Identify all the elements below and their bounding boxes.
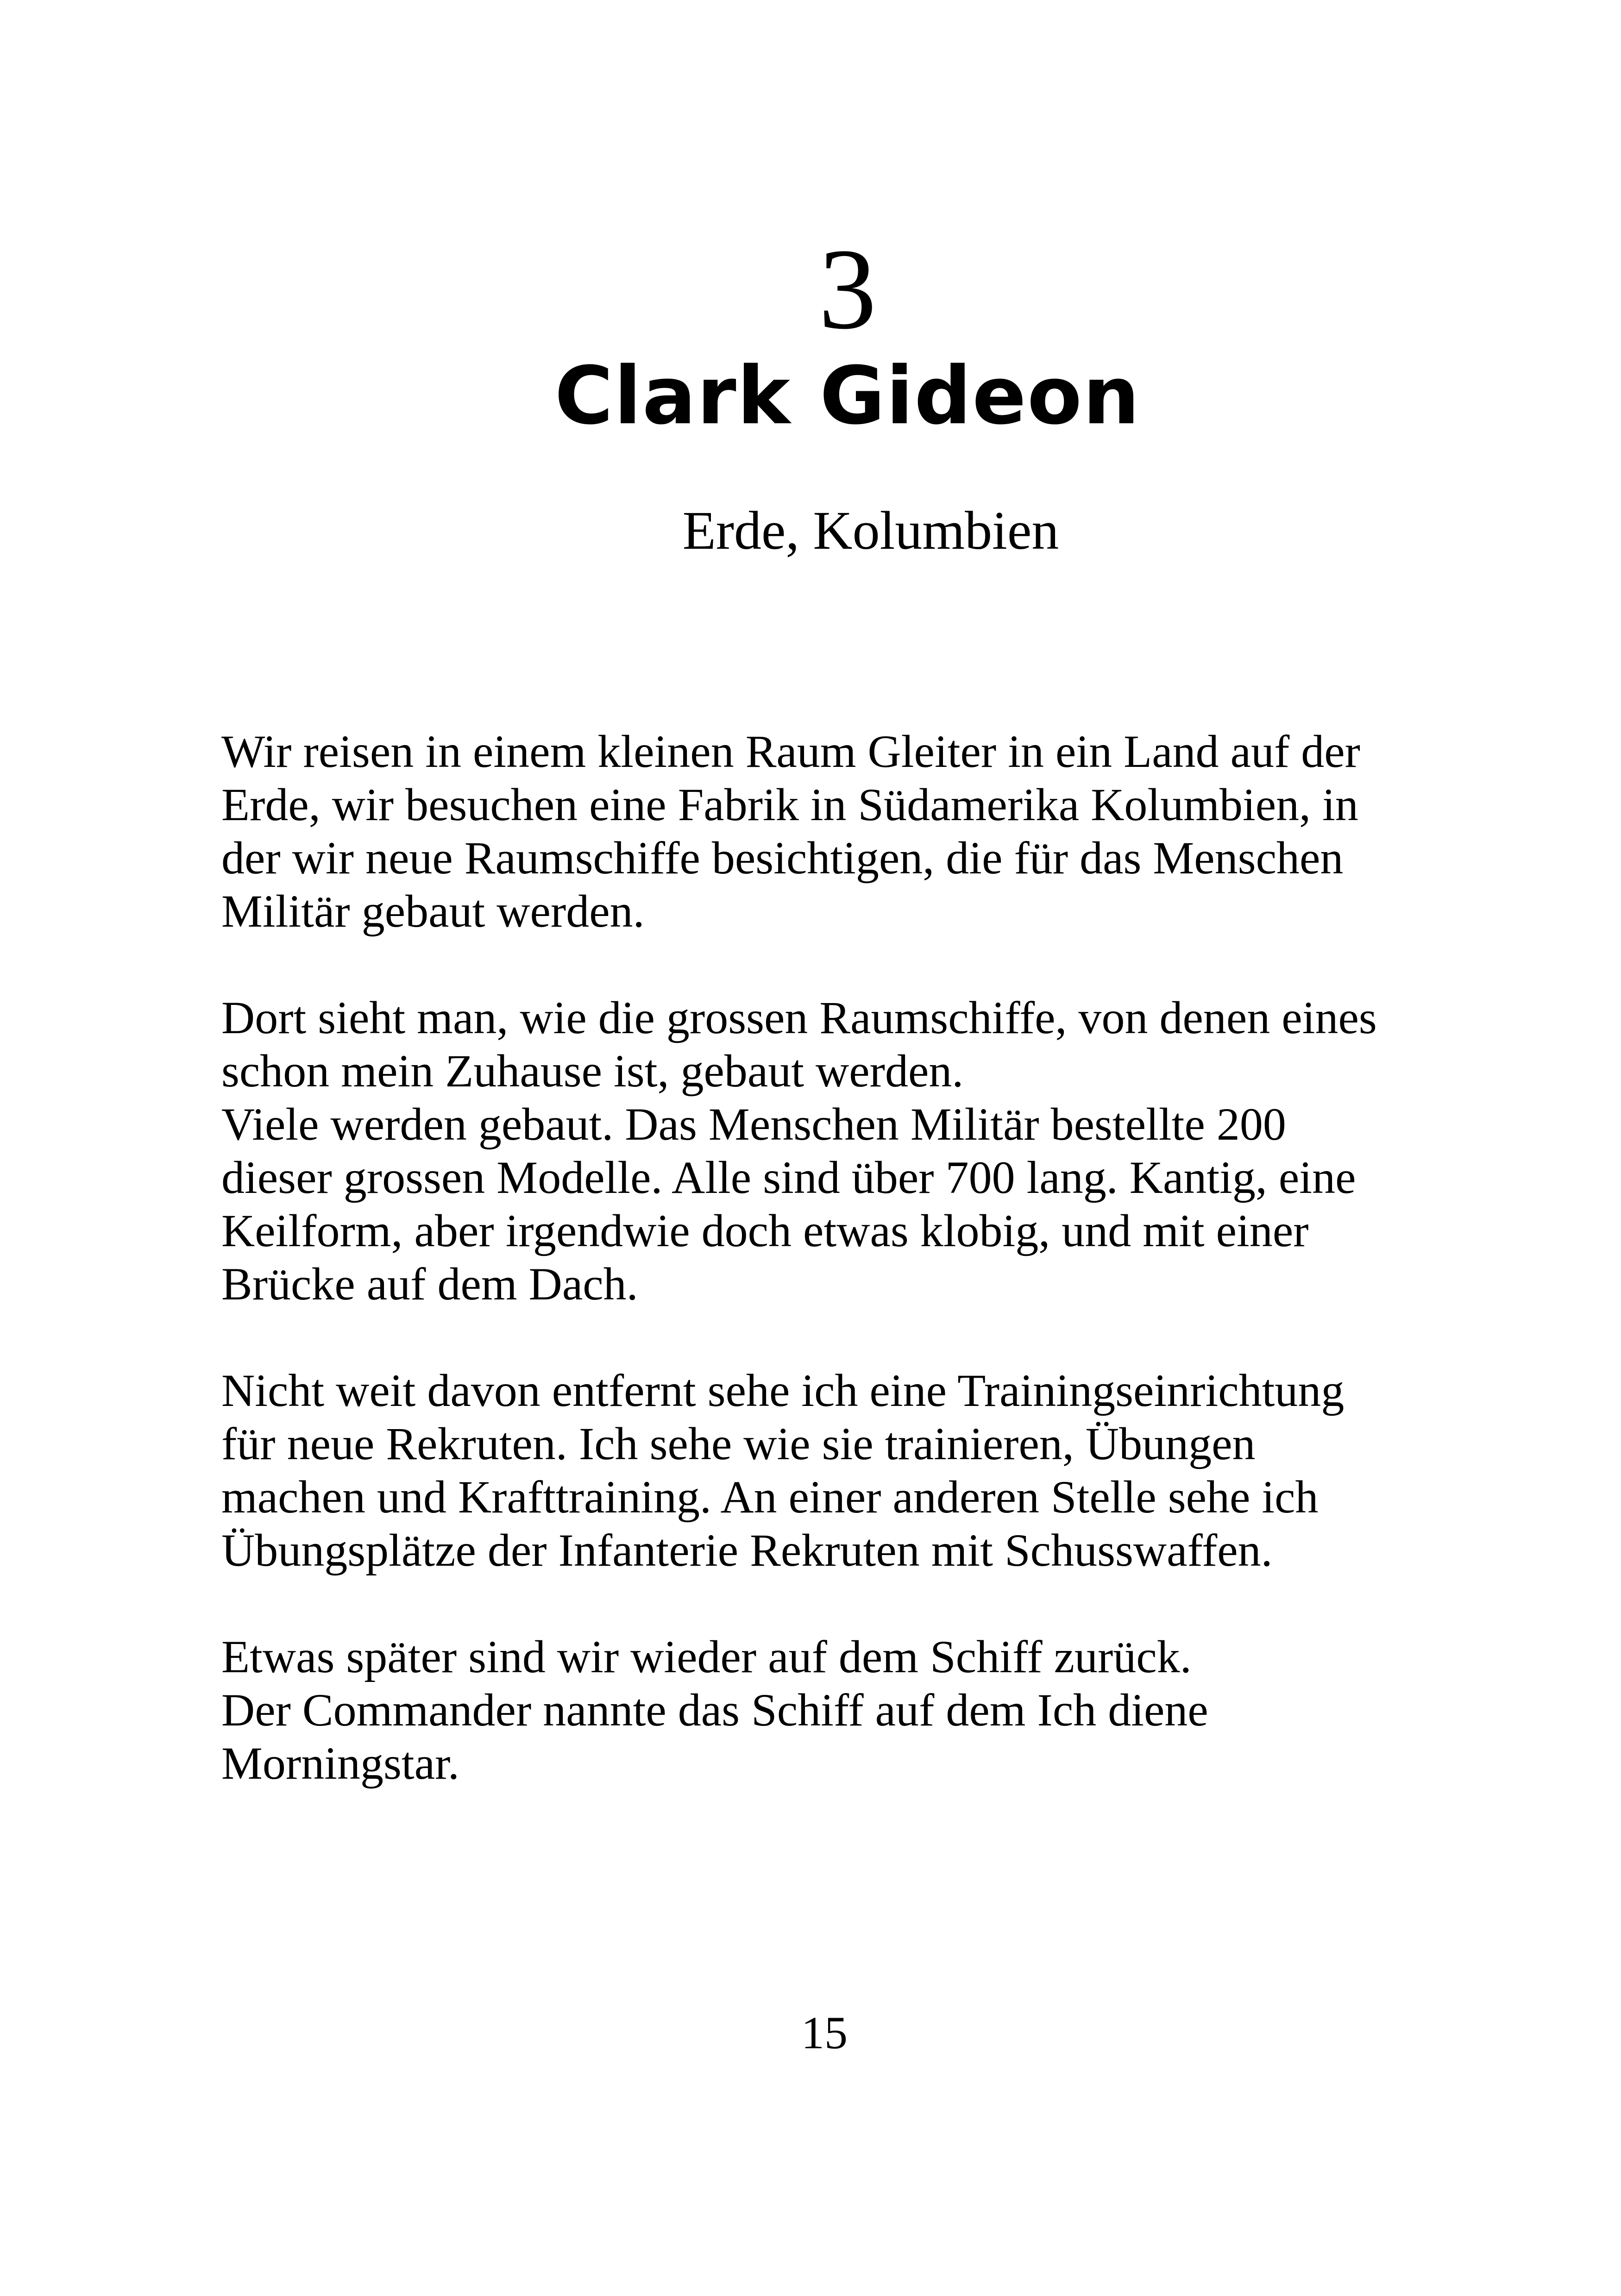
text-line: Morningstar.	[221, 1738, 459, 1789]
text-line: Viele werden gebaut. Das Menschen Militär bestellte 200	[221, 1098, 1286, 1150]
text-line: der wir neue Raumschiffe besichtigen, die für das Menschen	[221, 832, 1344, 884]
text-line: Brücke auf dem Dach.	[221, 1258, 638, 1310]
text-line: Militär gebaut werden.	[221, 885, 645, 937]
page-number: 15	[801, 2007, 848, 2058]
chapter-number: 3	[818, 225, 877, 353]
text-line: schon mein Zuhause ist, gebaut werden.	[221, 1045, 964, 1097]
text-line: Wir reisen in einem kleinen Raum Gleiter in ein Land auf der	[221, 726, 1360, 777]
text-line: Keilform, aber irgendwie doch etwas klobig, und mit einer	[221, 1205, 1309, 1256]
chapter-location: Erde, Kolumbien	[682, 500, 1059, 561]
paragraph	[221, 991, 1426, 1311]
text-line: Erde, wir besuchen eine Fabrik in Südamerika Kolumbien, in	[221, 779, 1358, 830]
chapter-title: Clark Gideon	[554, 349, 1141, 442]
text-line: dieser grossen Modelle. Alle sind über 700 lang. Kantig, eine	[221, 1152, 1356, 1203]
text-line: Übungsplätze der Infanterie Rekruten mit Schusswaffen.	[221, 1524, 1273, 1576]
text-line: machen und Krafttraining. An einer anderen Stelle sehe ich	[221, 1471, 1319, 1523]
text-line: Etwas später sind wir wieder auf dem Schiff zurück.	[221, 1631, 1192, 1682]
text-line: Nicht weit davon entfernt sehe ich eine Trainingseinrichtung	[221, 1365, 1345, 1416]
text-line: für neue Rekruten. Ich sehe wie sie trainieren, Übungen	[221, 1418, 1256, 1469]
paragraph	[221, 1364, 1426, 1577]
chapter-body	[221, 725, 1426, 1843]
text-line: Der Commander nannte das Schiff auf dem Ich diene	[221, 1684, 1208, 1736]
paragraph	[221, 1630, 1426, 1790]
text-line: Dort sieht man, wie die grossen Raumschiffe, von denen eines	[221, 992, 1377, 1043]
paragraph	[221, 725, 1426, 938]
